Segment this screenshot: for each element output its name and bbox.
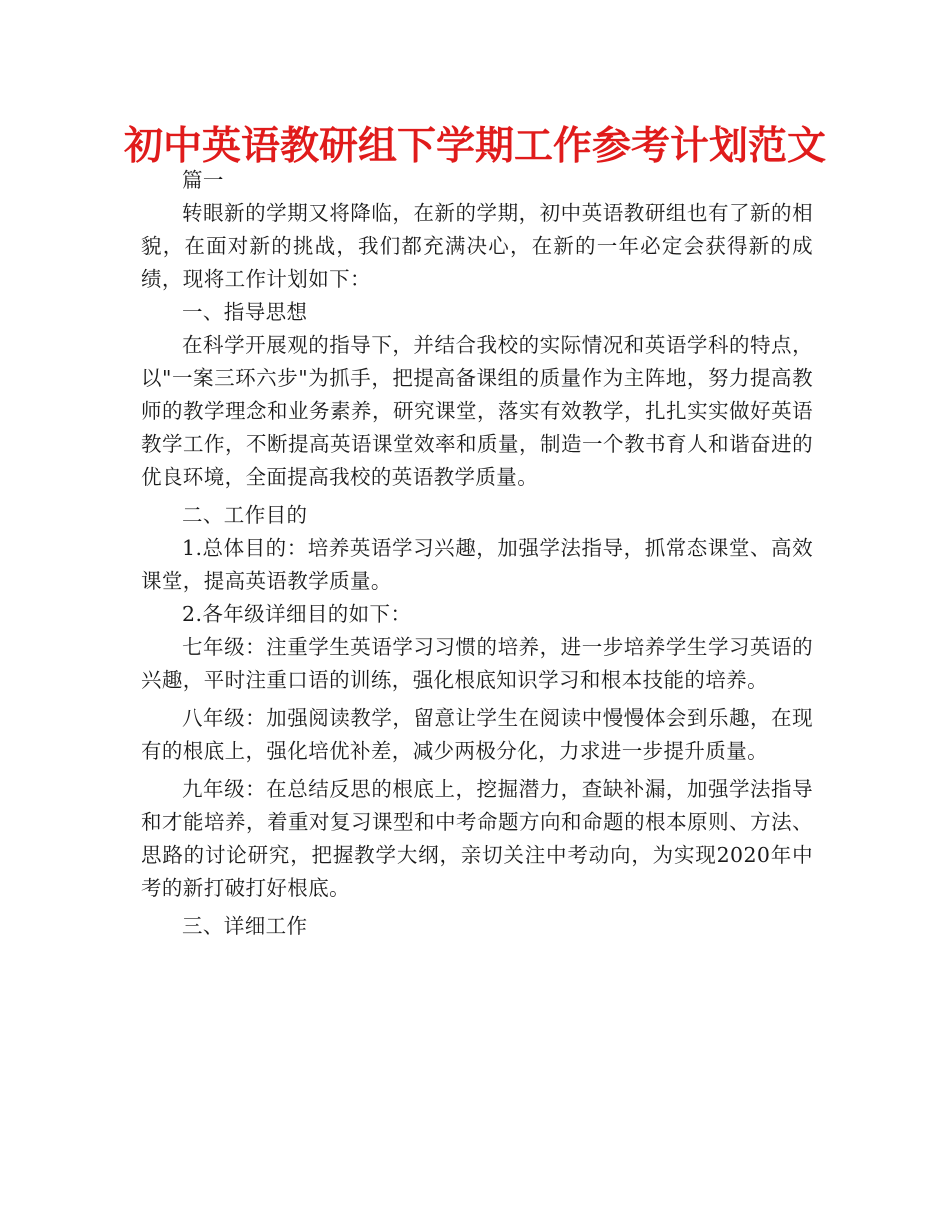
guiding-ideology-paragraph: 在科学开展观的指导下，并结合我校的实际情况和英语学科的特点，以"一案三环六步"为抓手，把提高备课组的质量作为主阵地，努力提高教师的教学理念和业务素养，研究课堂，落实有效教学，扎扎实实做好英语教学工作，不断提高英语课堂效率和质量，制造一个教书育人和谐奋进的优良环境，全面提高我校的英语教学质量。 (141, 333, 813, 489)
grade-goals-heading: 2.各年级详细目的如下： (182, 602, 412, 626)
grade-seven-paragraph: 七年级：注重学生英语学习习惯的培养，进一步培养学生学习英语的兴趣，平时注重口语的训练，强化根底知识学习和根本技能的培养。 (141, 635, 813, 692)
overall-goal-paragraph: 1.总体目的：培养英语学习兴趣，加强学法指导，抓常态课堂、高效课堂，提高英语教学质量。 (141, 536, 813, 593)
section-heading-detailed-work: 三、详细工作 (182, 914, 308, 938)
section-heading-guiding-ideology: 一、指导思想 (182, 300, 308, 324)
grade-nine-paragraph: 九年级：在总结反思的根底上，挖掘潜力，查缺补漏，加强学法指导和才能培养，着重对复习课型和中考命题方向和命题的根本原则、方法、思路的讨论研究，把握教学大纲，亲切关注中考动向，为实现2020年中考的新打破打好根底。 (141, 777, 813, 900)
document-title: 初中英语教研组下学期工作参考计划范文 (123, 124, 826, 169)
intro-paragraph: 转眼新的学期又将降临，在新的学期，初中英语教研组也有了新的相貌，在面对新的挑战，我们都充满决心，在新的一年必定会获得新的成绩，现将工作计划如下： (141, 201, 813, 291)
document-body (141, 164, 813, 943)
section-label: 篇一 (182, 168, 224, 192)
grade-eight-paragraph: 八年级：加强阅读教学，留意让学生在阅读中慢慢体会到乐趣，在现有的根底上，强化培优补差，减少两极分化，力求进一步提升质量。 (141, 706, 813, 763)
section-heading-work-goals: 二、工作目的 (182, 503, 308, 527)
